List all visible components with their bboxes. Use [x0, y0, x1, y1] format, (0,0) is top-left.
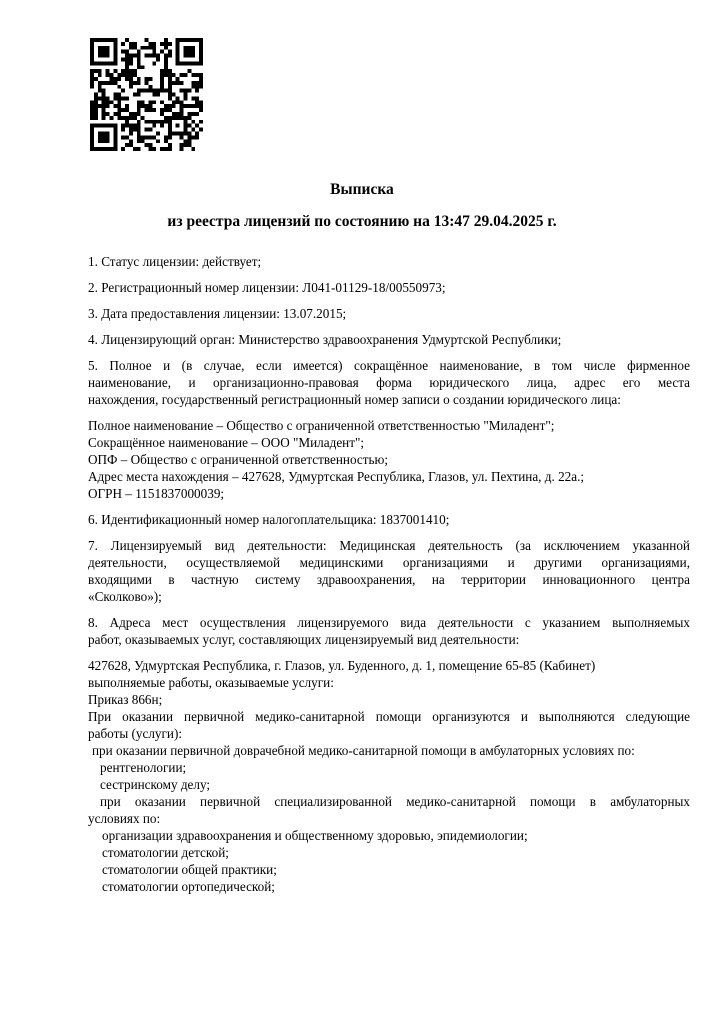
address-services-block	[88, 657, 690, 895]
service-item: сестринскому делу;	[100, 777, 211, 792]
text-line: при оказании первичной специализированной медико-санитарной помощи в амбулаторных	[100, 794, 690, 809]
text-line: при оказании первичной доврачебной медико-санитарной помощи в амбулаторных условиях по:	[92, 743, 635, 758]
service-item: организации здравоохранения и общественному здоровью, эпидемиологии;	[102, 828, 528, 843]
item-license-status: 1. Статус лицензии: действует;	[88, 254, 262, 269]
item-organization-heading	[88, 357, 690, 408]
text-line: 5. Полное и (в случае, если имеется) сокращённое наименование, в том числе фирменное	[88, 358, 690, 373]
service-item: стоматологии ортопедической;	[102, 879, 275, 894]
org-full-name: Полное наименование – Общество с ограниченной ответственностью "Миладент";	[88, 418, 555, 433]
org-address: Адрес места нахождения – 427628, Удмуртская Республика, Глазов, ул. Пехтина, д. 22а.;	[88, 469, 585, 484]
service-item: стоматологии детской;	[102, 845, 229, 860]
item-licensing-authority: 4. Лицензирующий орган: Министерство здравоохранения Удмуртской Республики;	[88, 332, 562, 347]
item-issue-date: 3. Дата предоставления лицензии: 13.07.2015;	[88, 306, 347, 321]
service-address: 427628, Удмуртская Республика, г. Глазов, ул. Буденного, д. 1, помещение 65-85 (Кабинет)	[88, 658, 596, 673]
text-line: «Сколково»);	[88, 589, 162, 604]
text-line: наименование, и организационно-правовая форма юридического лица, адрес его места	[88, 375, 690, 390]
service-item: стоматологии общей практики;	[102, 862, 277, 877]
text-line: 7. Лицензируемый вид деятельности: Медицинская деятельность (за исключением указанной	[88, 538, 690, 553]
order-reference: Приказ 866н;	[88, 692, 163, 707]
text-line: входящими в частную систему здравоохранения, на территории инновационного центра	[88, 572, 690, 587]
org-ogrn: ОГРН – 1151837000039;	[88, 486, 225, 501]
services-label: выполняемые работы, оказываемые услуги:	[88, 675, 334, 690]
text-line: условиях по:	[88, 811, 161, 826]
org-short-name: Сокращённое наименование – ООО "Миладент";	[88, 435, 365, 450]
item-registration-number: 2. Регистрационный номер лицензии: Л041-01129-18/00550973;	[88, 280, 446, 295]
text-line: деятельности, осуществляемой медицинскими организациями и другими организациями,	[88, 555, 690, 570]
document-title: Выписка	[330, 181, 394, 198]
service-item: рентгенологии;	[100, 760, 187, 775]
text-line: работы (услуги):	[88, 726, 183, 741]
text-line: нахождения, государственный регистрационный номер записи о создании юридического лица:	[88, 392, 621, 407]
item-activity-type	[88, 537, 690, 605]
text-line: работ, оказываемых услуг, составляющих лицензируемый вид деятельности:	[88, 632, 520, 647]
item-inn: 6. Идентификационный номер налогоплательщика: 1837001410;	[88, 512, 450, 527]
organization-details	[88, 417, 690, 502]
qr-code	[90, 38, 203, 151]
text-line: 8. Адреса мест осуществления лицензируемого вида деятельности с указанием выполняемых	[88, 615, 690, 630]
document-body	[88, 253, 690, 904]
document-subtitle: из реестра лицензий по состоянию на 13:47 29.04.2025 г.	[167, 213, 557, 230]
item-activity-addresses	[88, 614, 690, 648]
org-legal-form: ОПФ – Общество с ограниченной ответственностью;	[88, 452, 389, 467]
text-line: При оказании первичной медико-санитарной помощи организуются и выполняются следующие	[88, 709, 690, 724]
